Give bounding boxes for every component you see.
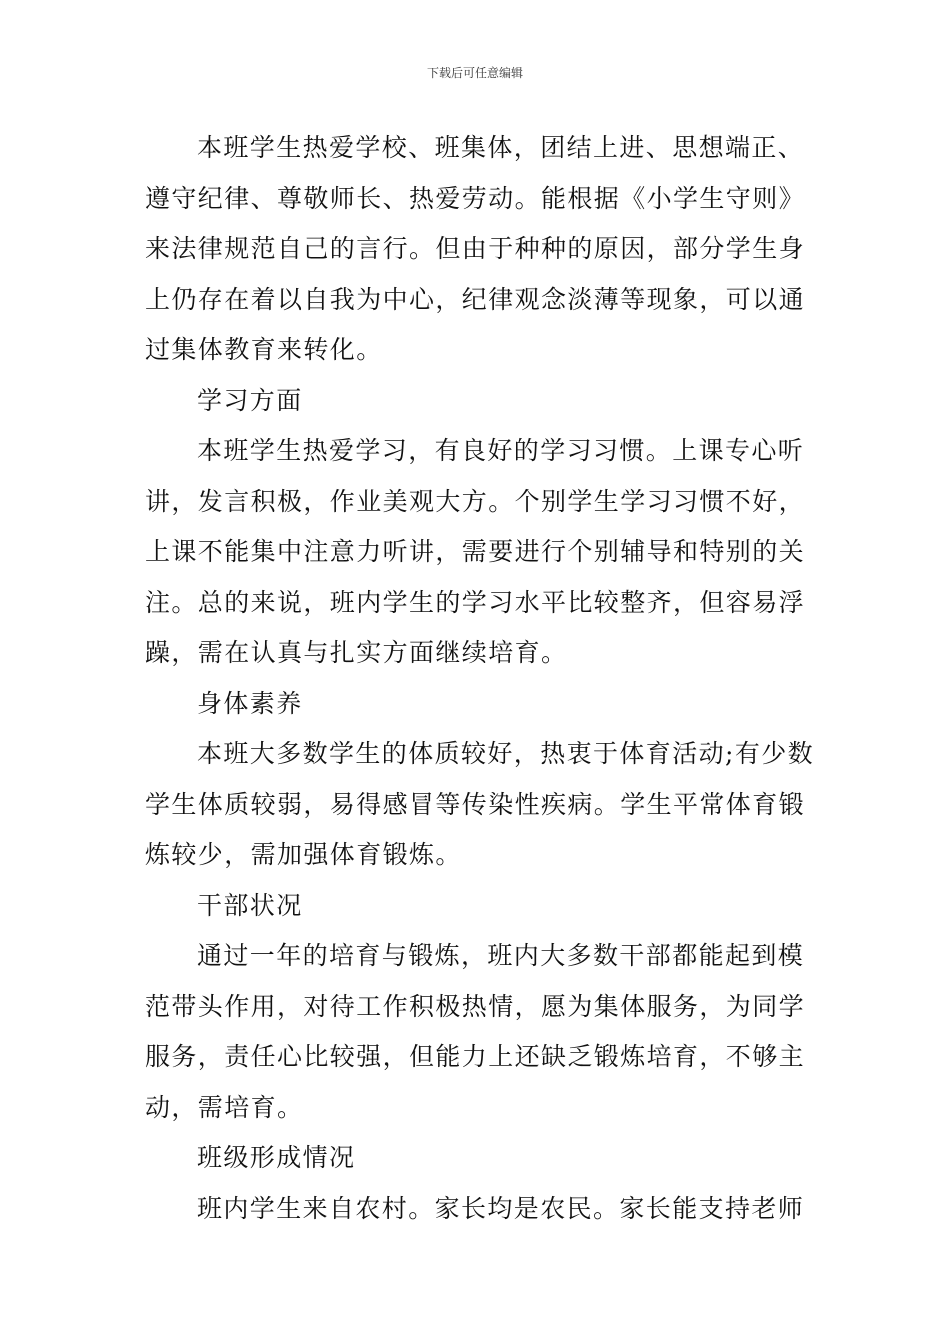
paragraph-line: 过集体教育来转化。 [145, 335, 383, 364]
paragraph-line: 炼较少，需加强体育锻炼。 [145, 840, 462, 869]
paragraph-line: 讲，发言积极，作业美观大方。个别学生学习习惯不好， [145, 486, 806, 516]
paragraph-line: 本班学生热爱学习，有良好的学习习惯。上课专心听 [197, 436, 805, 465]
paragraph-line: 服务，责任心比较强，但能力上还缺乏锻炼培育，不够主 [145, 1042, 806, 1071]
paragraph-line: 学生体质较弱，易得感冒等传染性疾病。学生平常体育锻 [145, 789, 806, 819]
paragraph-line: 本班学生热爱学校、班集体，团结上进、思想端正、 [197, 133, 805, 162]
paragraph-line: 注。总的来说，班内学生的学习水平比较整齐，但容易浮 [145, 587, 806, 617]
paragraph-line: 来法律规范自己的言行。但由于种种的原因，部分学生身 [145, 234, 806, 263]
paragraph-line: 上仍存在着以自我为中心，纪律观念淡薄等现象，可以通 [145, 284, 806, 314]
paragraph-line: 范带头作用，对待工作积极热情，愿为集体服务，为同学 [145, 991, 806, 1021]
section-heading: 身体素养 [197, 688, 303, 718]
section-heading: 干部状况 [197, 890, 303, 920]
paragraph-line: 通过一年的培育与锻炼，班内大多数干部都能起到模 [197, 941, 805, 970]
paragraph-line: 本班大多数学生的体质较好，热衷于体育活动;有少数 [197, 739, 815, 768]
section-heading: 班级形成情况 [197, 1143, 356, 1172]
paragraph-line: 班内学生来自农村。家长均是农民。家长能支持老师 [197, 1193, 805, 1223]
paragraph-line: 遵守纪律、尊敬师长、热爱劳动。能根据《小学生守则》 [145, 183, 806, 213]
paragraph-line: 躁，需在认真与扎实方面继续培育。 [145, 638, 568, 667]
section-heading: 学习方面 [197, 385, 303, 415]
document-body [145, 123, 813, 1234]
page-header-note: 下载后可任意编辑 [426, 66, 523, 80]
paragraph-line: 上课不能集中注意力听讲，需要进行个别辅导和特别的关 [145, 537, 806, 566]
paragraph-line: 动，需培育。 [145, 1092, 304, 1122]
